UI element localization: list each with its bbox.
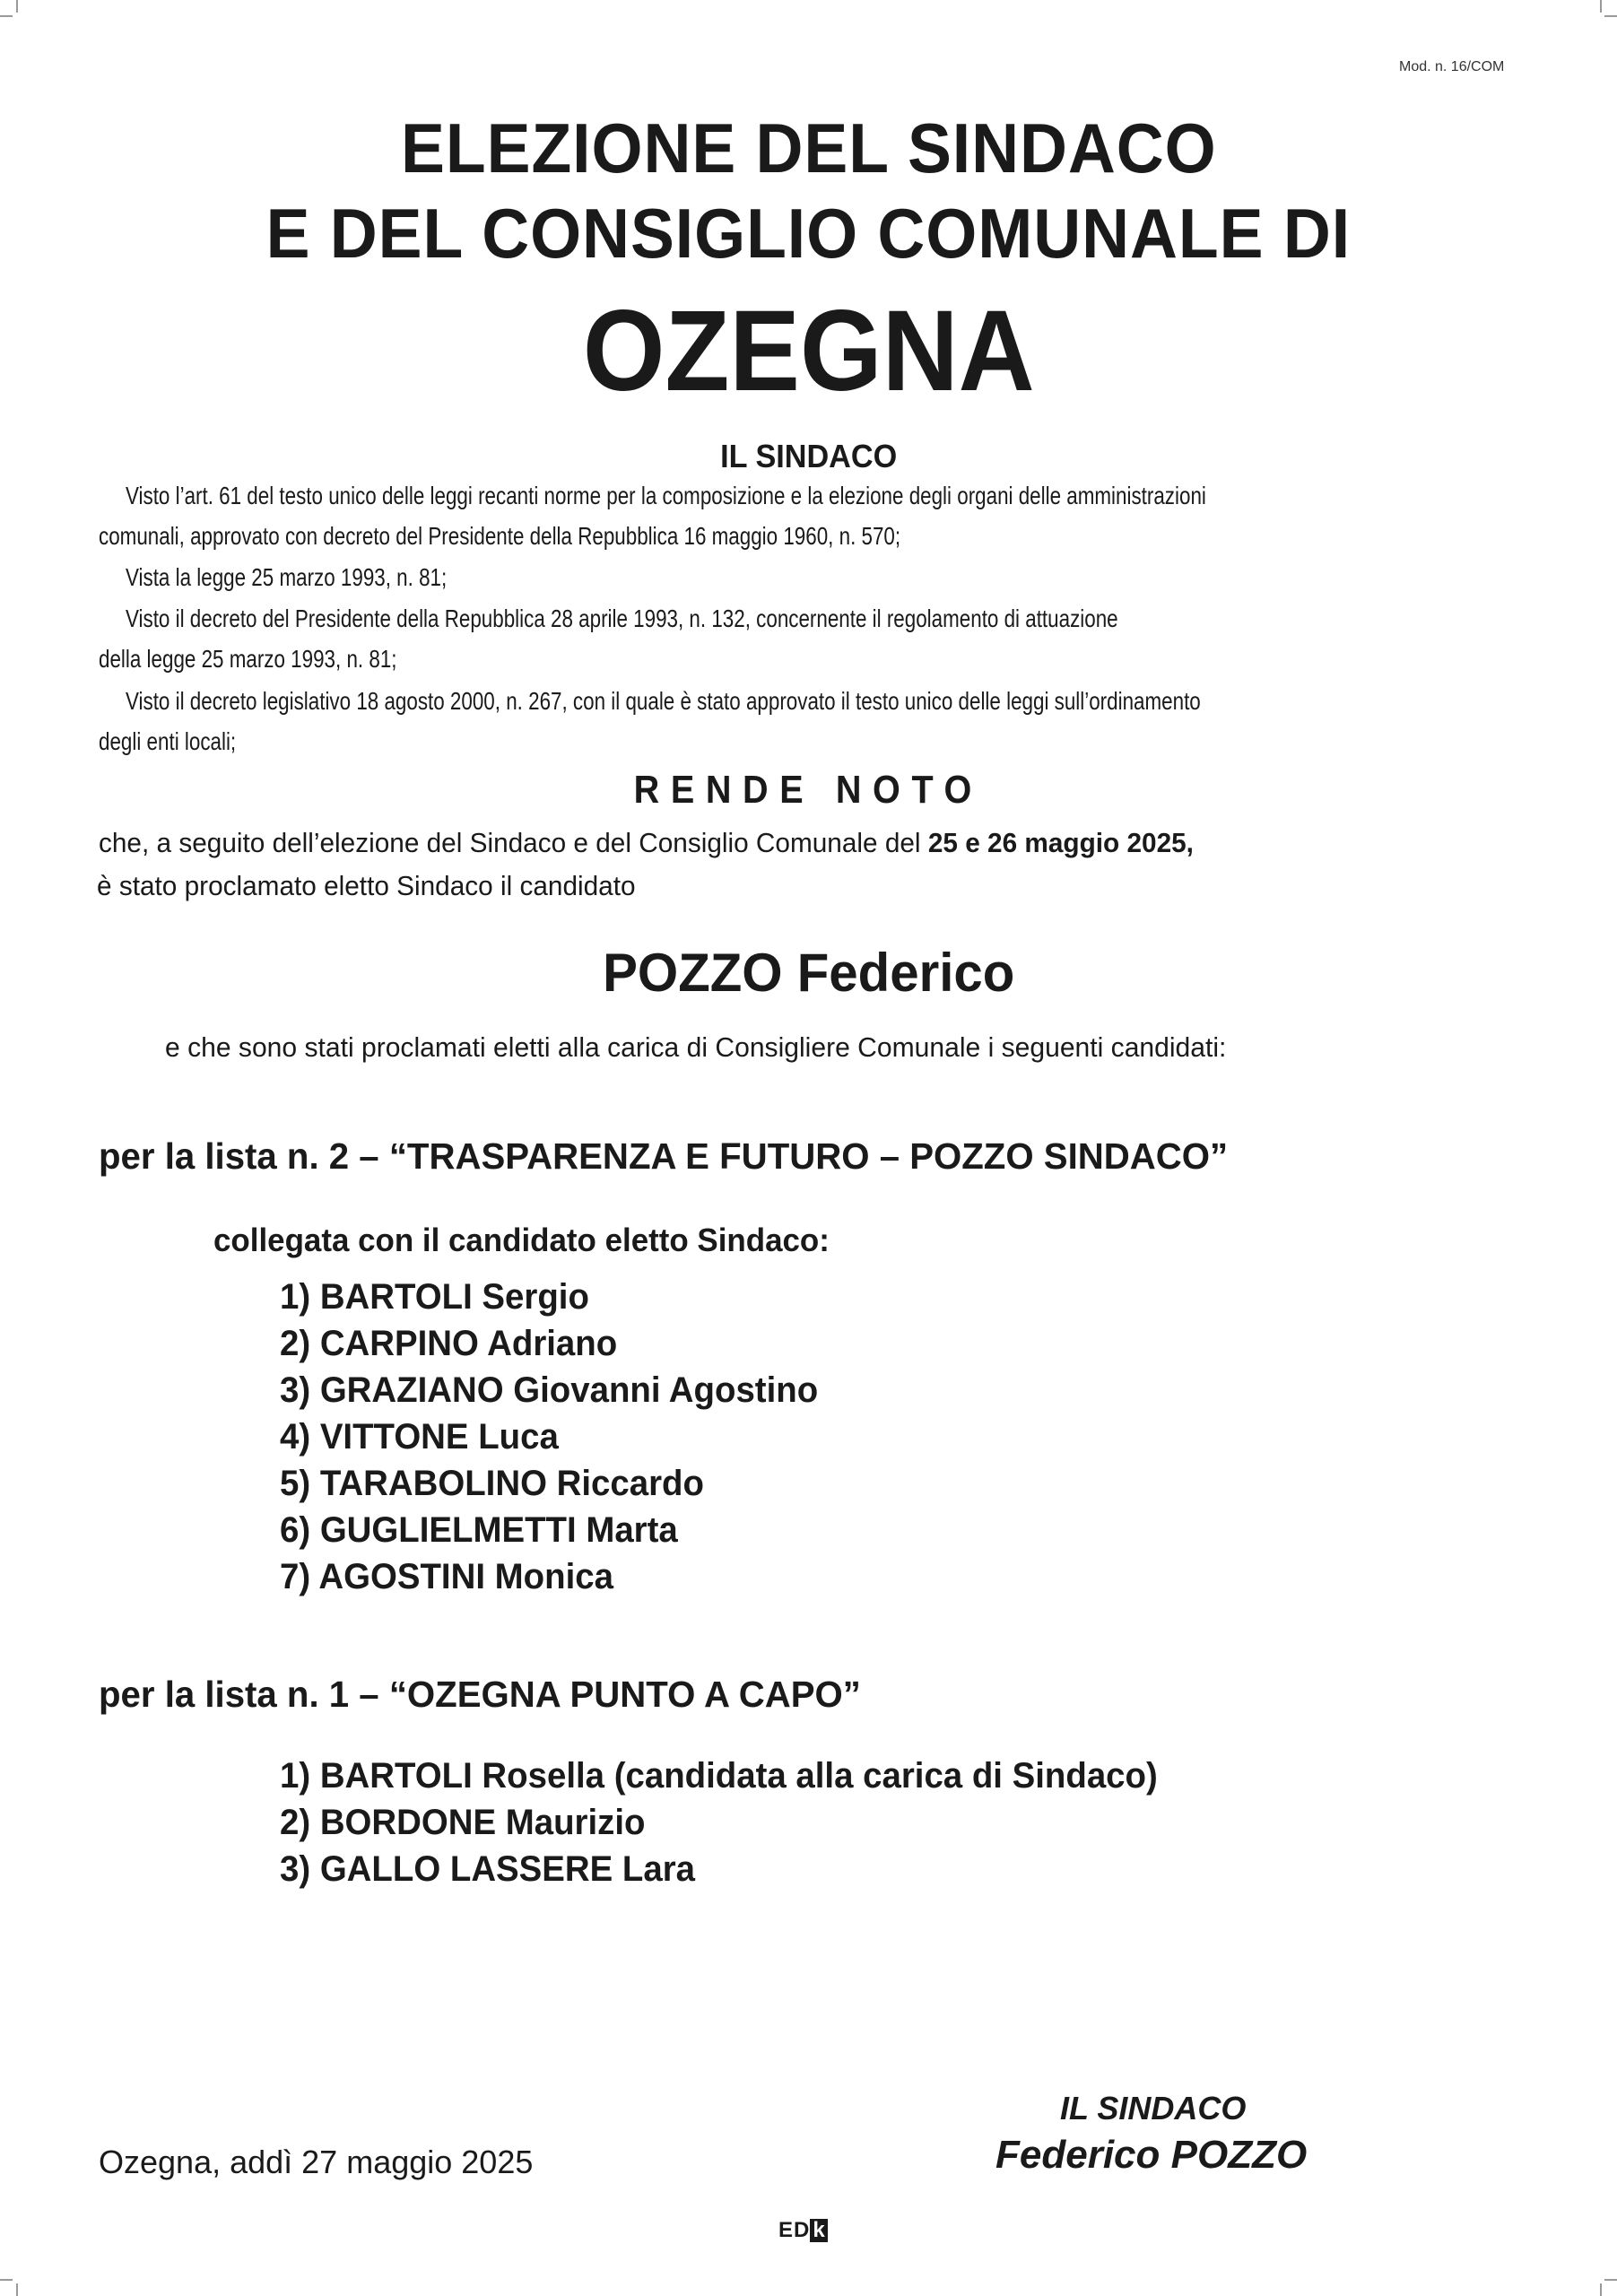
councillor-item [280, 1417, 570, 1457]
councillor-item [280, 1803, 660, 1843]
councillor-item [280, 1464, 722, 1504]
election-dates: 25 e 26 maggio 2025, [927, 827, 1194, 858]
crop-mark-bottom-right-h [1604, 2279, 1617, 2281]
printer-logo [778, 2219, 828, 2242]
title-line-1-text: ELEZIONE DEL SINDACO [400, 109, 1217, 187]
preamble-line-text: Visto il decreto del Presidente della Repubblica 28 aprile 1993, n. 132, concernente il regolamento di attuazione [126, 604, 1118, 632]
municipality-name [0, 285, 1617, 417]
councillor-item [280, 1370, 840, 1411]
notice-line-1-text: che, a seguito dell’elezione del Sindaco e del Consiglio Comunale del [99, 827, 928, 858]
notice-heading [0, 768, 1617, 813]
list-1-heading-text: per la lista n. 1 – “OZEGNA PUNTO A CAPO” [99, 1674, 861, 1715]
crop-mark-bottom-left-h [0, 2279, 13, 2281]
preamble-line [99, 521, 1101, 552]
title-line-2 [0, 193, 1617, 274]
municipality-name-text: OZEGNA [582, 287, 1035, 415]
place-and-date: Ozegna, addì 27 maggio 2025 [99, 2144, 534, 2180]
councillor-item [280, 1510, 694, 1551]
preamble-line [126, 481, 1476, 511]
councillor-name: 1) BARTOLI Rosella (candidata alla carica di Sindaco) [280, 1756, 1158, 1796]
preamble-line [126, 686, 1469, 717]
crop-mark-bottom-left-v [16, 2283, 18, 2296]
councillors-intro-text: e che sono stati proclamati eletti alla carica di Consigliere Comunale i seguenti candidati: [165, 1031, 1227, 1063]
councillor-name: 2) BORDONE Maurizio [280, 1803, 646, 1842]
crop-mark-top-right-h [1604, 15, 1617, 17]
list-2-heading [99, 1135, 1251, 1178]
preamble-line-text: della legge 25 marzo 1993, n. 81; [99, 645, 397, 673]
preamble-line [99, 644, 472, 674]
printer-logo-k: k [810, 2219, 827, 2242]
preamble-heading-text: IL SINDACO [719, 438, 897, 474]
crop-mark-top-right-v [1600, 0, 1602, 13]
councillor-name: 6) GUGLIELMETTI Marta [280, 1510, 678, 1550]
notice-line-2-text: è stato proclamato eletto Sindaco il candidato [97, 870, 636, 901]
councillor-name: 4) VITTONE Luca [280, 1417, 559, 1457]
councillor-name: 7) AGOSTINI Monica [280, 1557, 613, 1596]
printer-logo-ed: ED [778, 2218, 811, 2242]
councillor-name: 1) BARTOLI Sergio [280, 1277, 589, 1317]
councillor-item [280, 1557, 627, 1597]
crop-mark-bottom-right-v [1600, 2283, 1602, 2296]
elected-mayor [0, 942, 1617, 1004]
preamble-line [126, 604, 1366, 634]
signature-role: IL SINDACO [1060, 2090, 1247, 2126]
preamble-line-text: Vista la legge 25 marzo 1993, n. 81; [126, 563, 448, 591]
notice-heading-text: RENDE NOTO [633, 768, 984, 812]
preamble-line-text: comunali, approvato con decreto del Presidente della Repubblica 16 maggio 1960, n. 570; [99, 522, 901, 550]
notice-line-1 [99, 827, 1239, 859]
crop-mark-top-left-v [16, 0, 18, 13]
model-code: Mod. n. 16/COM [1399, 59, 1505, 74]
councillor-item [280, 1324, 631, 1364]
notice-line-2 [97, 870, 658, 902]
preamble-line-text: degli enti locali; [99, 727, 237, 755]
preamble-line-text: Visto l’art. 61 del testo unico delle leggi recanti norme per la composizione e la elezione degli organi delle amministrazioni [126, 482, 1206, 509]
councillor-name: 2) CARPINO Adriano [280, 1324, 618, 1363]
councillor-name: 5) TARABOLINO Riccardo [280, 1464, 704, 1503]
list-1-heading [99, 1674, 876, 1716]
councillor-name: 3) GALLO LASSERE Lara [280, 1849, 696, 1889]
list-2-heading-text: per la lista n. 2 – “TRASPARENZA E FUTURO – POZZO SINDACO” [99, 1135, 1229, 1177]
crop-mark-top-left-h [0, 15, 13, 17]
preamble-line [99, 726, 270, 757]
councillor-item [280, 1756, 1195, 1796]
councillors-intro [165, 1031, 1259, 1064]
councillor-name: 3) GRAZIANO Giovanni Agostino [280, 1370, 819, 1410]
preamble-line [126, 562, 527, 593]
elected-mayor-name: POZZO Federico [602, 943, 1015, 1003]
preamble-line-text: Visto il decreto legislativo 18 agosto 2000, n. 267, con il quale è stato approvato il testo unico delle leggi sull’ordinamento [126, 687, 1201, 715]
signature-name: Federico POZZO [995, 2133, 1308, 2177]
list-2-subheading-text: collegata con il candidato eletto Sindaco: [213, 1222, 830, 1258]
councillor-item [280, 1277, 602, 1318]
councillor-item [280, 1849, 712, 1890]
preamble-heading [0, 438, 1617, 475]
list-2-subheading [213, 1222, 848, 1259]
title-line-1 [0, 108, 1617, 189]
title-line-2-text: E DEL CONSIGLIO COMUNALE DI [265, 194, 1352, 273]
